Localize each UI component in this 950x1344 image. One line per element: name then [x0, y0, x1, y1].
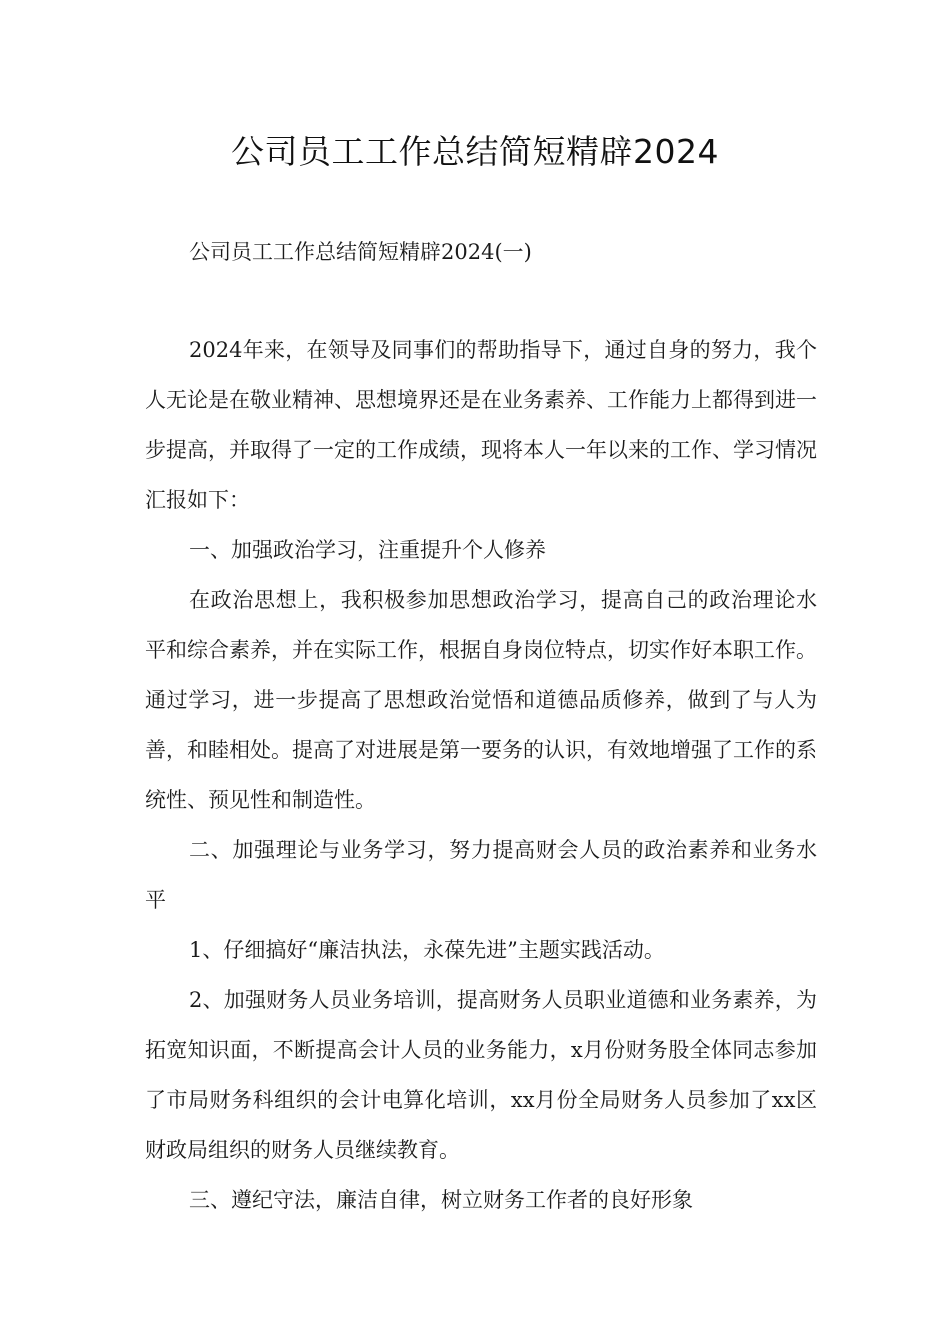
- list-item-2: 2、加强财务人员业务培训，提高财务人员职业道德和业务素养，为拓宽知识面，不断提高会计人员的业务能力，x月份财务股全体同志参加了市局财务科组织的会计电算化培训，xx月份全局财务人员参加了xx区财政局组织的财务人员继续教育。: [145, 988, 817, 1162]
- list-item-1: 1、仔细搞好“廉洁执法，永葆先进”主题实践活动。: [189, 938, 665, 962]
- section-subtitle: 公司员工工作总结简短精辟2024(一): [189, 240, 532, 264]
- document-body: [145, 227, 817, 1225]
- heading-section-2: 二、加强理论与业务学习，努力提高财会人员的政治素养和业务水平: [145, 838, 817, 912]
- heading-section-3: 三、遵纪守法，廉洁自律，树立财务工作者的良好形象: [189, 1188, 693, 1212]
- paragraph-intro: 2024年来，在领导及同事们的帮助指导下，通过自身的努力，我个人无论是在敬业精神、思想境界还是在业务素养、工作能力上都得到进一步提高，并取得了一定的工作成绩，现将本人一年以来的工作、学习情况汇报如下：: [145, 338, 817, 512]
- heading-section-1: 一、加强政治学习，注重提升个人修养: [189, 538, 546, 562]
- document-title: 公司员工工作总结简短精辟2024: [231, 132, 719, 171]
- paragraph-political-study: 在政治思想上，我积极参加思想政治学习，提高自己的政治理论水平和综合素养，并在实际工作，根据自身岗位特点，切实作好本职工作。通过学习，进一步提高了思想政治觉悟和道德品质修养，做到了与人为善，和睦相处。提高了对进展是第一要务的认识，有效地增强了工作的系统性、预见性和制造性。: [145, 588, 817, 812]
